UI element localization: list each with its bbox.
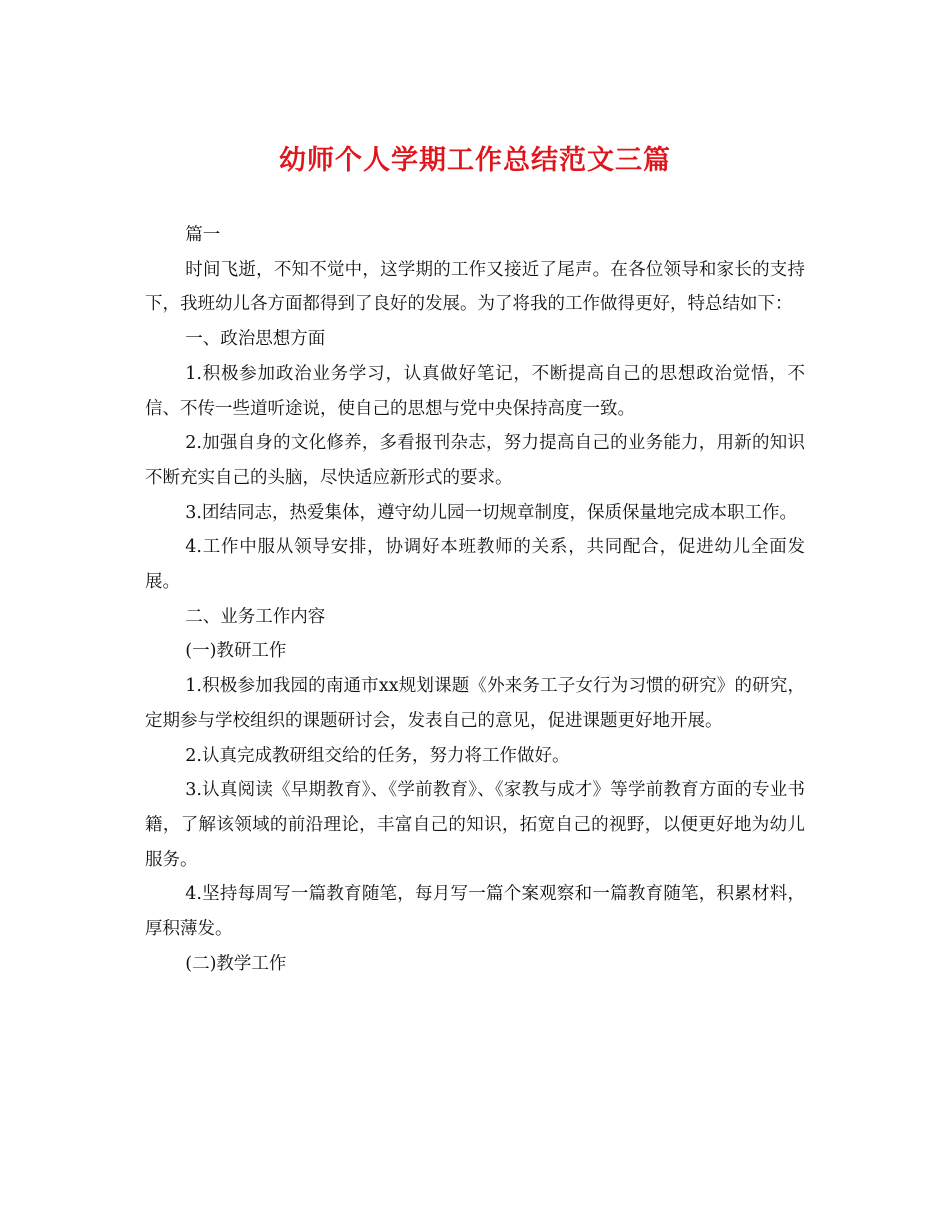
paragraph-intro: 时间飞逝，不知不觉中，这学期的工作又接近了尾声。在各位领导和家长的支持下，我班幼儿各方面都得到了良好的发展。为了将我的工作做得更好，特总结如下： <box>145 259 805 315</box>
document-title: 幼师个人学期工作总结范文三篇 <box>279 145 671 176</box>
paragraph-item: 3.团结同志，热爱集体，遵守幼儿园一切规章制度，保质保量地完成本职工作。 <box>185 502 797 523</box>
paragraph-section-label: 篇一 <box>185 225 221 245</box>
subheading-teaching-work: (二)教学工作 <box>185 953 287 974</box>
heading-political-thought: 一、政治思想方面 <box>185 329 326 350</box>
paragraph-item: 4.工作中服从领导安排，协调好本班教师的关系，共同配合，促进幼儿全面发展。 <box>145 537 805 593</box>
subheading-research-work: (一)教研工作 <box>185 641 287 662</box>
heading-business-work: 二、业务工作内容 <box>185 606 326 627</box>
paragraph-item: 1.积极参加政治业务学习，认真做好笔记，不断提高自己的思想政治觉悟，不信、不传一些道听途说，使自己的思想与党中央保持高度一致。 <box>145 363 805 419</box>
paragraph-item: 3.认真阅读《早期教育》、《学前教育》、《家教与成才》等学前教育方面的专业书籍，了解该领域的前沿理论，丰富自己的知识，拓宽自己的视野，以便更好地为幼儿服务。 <box>145 780 805 870</box>
document-body <box>145 218 805 981</box>
paragraph-item: 2.认真完成教研组交给的任务，努力将工作做好。 <box>185 745 570 766</box>
paragraph-item: 1.积极参加我园的南通市xx规划课题《外来务工子女行为习惯的研究》的研究，定期参与学校组织的课题研讨会，发表自己的意见，促进课题更好地开展。 <box>145 676 805 731</box>
paragraph-item: 2.加强自身的文化修养，多看报刊杂志，努力提高自己的业务能力，用新的知识不断充实自己的头脑，尽快适应新形式的要求。 <box>145 433 805 488</box>
paragraph-item: 4.坚持每周写一篇教育随笔，每月写一篇个案观察和一篇教育随笔，积累材料，厚积薄发。 <box>145 884 805 940</box>
